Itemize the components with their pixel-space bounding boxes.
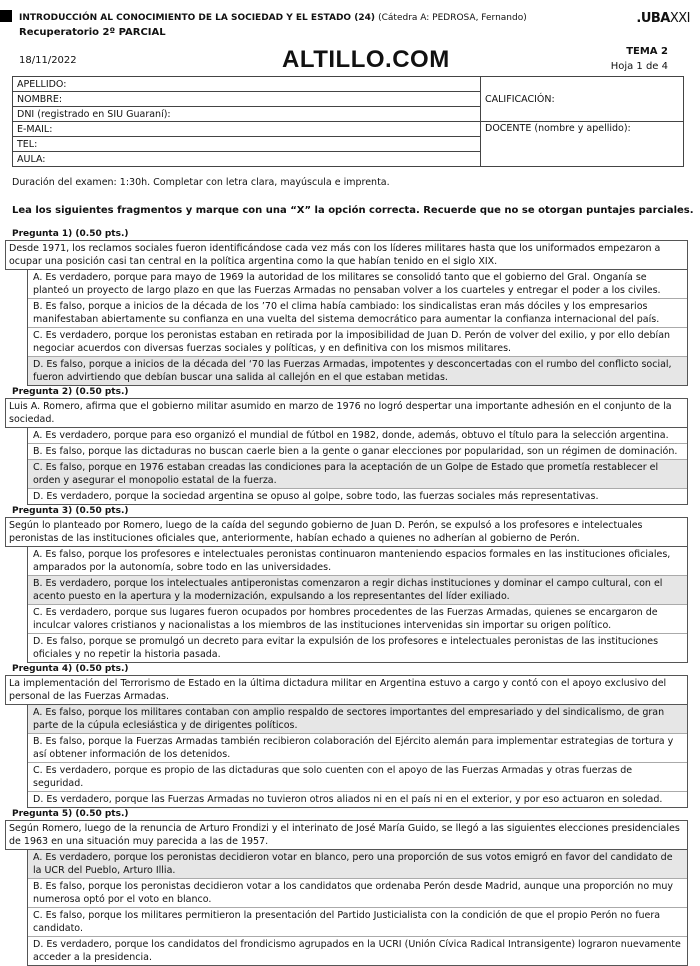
- answer-option[interactable]: C. Es falso, porque los militares permitieron la presentación del Partido Justicialista con la condición de que el propio Perón no fuera candidato.: [28, 907, 687, 936]
- answer-option[interactable]: C. Es verdadero, porque sus lugares fueron ocupados por hombres procedentes de las Fuerzas Armadas, quienes se encargaron de inculcar valores cristianos y nacionalistas a los miembros de las instituciones intervenidas sin importar su origen político.: [28, 604, 687, 633]
- answer-option[interactable]: B. Es falso, porque a inicios de la década de los ’70 el clima había cambiado: los sindicalistas eran más dóciles y los empresarios manifestaban abiertamente su confianza en una vuelta del sistema democrático para aumentar la confianza internacional del país.: [28, 298, 687, 327]
- answer-option[interactable]: C. Es verdadero, porque es propio de las dictaduras que solo cuenten con el apoyo de las Fuerzas Armadas y otras fuerzas de seguridad.: [28, 762, 687, 791]
- exam-date: 18/11/2022: [19, 55, 77, 66]
- answer-option[interactable]: D. Es verdadero, porque las Fuerzas Armadas no tuvieron otros aliados ni en el país ni en el exterior, y por eso actuaron en soledad.: [28, 791, 687, 807]
- question-block: [5, 663, 688, 808]
- course-name: INTRODUCCIÓN AL CONOCIMIENTO DE LA SOCIEDAD Y EL ESTADO (24): [19, 13, 375, 23]
- answer-options: [27, 705, 688, 808]
- student-info-table: [12, 76, 684, 167]
- answer-option[interactable]: C. Es falso, porque en 1976 estaban creadas las condiciones para la aceptación de un Golpe de Estado que prometía restablecer el orden y asegurar el monopolio estatal de la fuerza.: [28, 459, 687, 488]
- answer-option[interactable]: D. Es verdadero, porque la sociedad argentina se opuso al golpe, sobre todo, las fuerzas sociales más representativas.: [28, 488, 687, 504]
- question-block: [5, 386, 688, 505]
- course-title: [19, 13, 527, 23]
- question-statement: Según lo planteado por Romero, luego de la caída del segundo gobierno de Juan D. Perón, se expulsó a los profesores e intelectuales peronistas de las instituciones oficiales que, anteriormente, habían echado a quienes no adherían al gobierno de Perón.: [5, 517, 688, 547]
- field-docente: DOCENTE (nombre y apellido):: [481, 122, 684, 167]
- uba-logo-main: .UBA: [636, 11, 670, 26]
- answer-options: [27, 428, 688, 505]
- field-email[interactable]: E-MAIL:: [13, 122, 481, 137]
- answer-options: [27, 850, 688, 966]
- uba-logo-suffix: XXI: [669, 11, 690, 26]
- question-label: Pregunta 5) (0.50 pts.): [12, 809, 129, 819]
- question-label: Pregunta 2) (0.50 pts.): [12, 387, 129, 397]
- page-counter: Hoja 1 de 4: [610, 61, 668, 72]
- field-nombre[interactable]: NOMBRE:: [13, 92, 481, 107]
- question-label: Pregunta 3) (0.50 pts.): [12, 506, 129, 516]
- answer-option[interactable]: D. Es falso, porque a inicios de la década del ‘70 las Fuerzas Armadas, impotentes y desconcertadas con el rumbo del conflicto social, fueron advirtiendo que debían buscar una salida al callejón en el que estaban metidas.: [28, 356, 687, 385]
- field-calificacion: CALIFICACIÓN:: [481, 77, 684, 122]
- exam-duration: Duración del examen: 1:30h. Completar con letra clara, mayúscula e imprenta.: [12, 177, 390, 188]
- answer-option[interactable]: A. Es falso, porque los profesores e intelectuales peronistas continuaron manteniendo espacios formales en las instituciones oficiales, amparados por la autonomía, sobre todo en las universidades.: [33, 549, 671, 573]
- corner-mark: [0, 10, 12, 22]
- question-statement: Luis A. Romero, afirma que el gobierno militar asumido en marzo de 1976 no logró despertar una importante adhesión en el conjunto de la sociedad.: [5, 398, 688, 428]
- instructions: Lea los siguientes fragmentos y marque con una “X” la opción correcta. Recuerde que no se otorgan puntajes parciales.: [12, 205, 694, 216]
- field-dni[interactable]: DNI (registrado en SIU Guaraní):: [13, 107, 481, 122]
- answer-option[interactable]: B. Es verdadero, porque los intelectuales antiperonistas comenzaron a regir dichas instituciones y dominar el campo cultural, con el acento puesto en la apertura y la modernización, expulsando a los representantes del líder exiliado.: [28, 575, 687, 604]
- question-label: Pregunta 1) (0.50 pts.): [12, 229, 129, 239]
- answer-option[interactable]: A. Es verdadero, porque para eso organizó el mundial de fútbol en 1982, donde, además, obtuvo el título para la selección argentina.: [33, 430, 669, 441]
- question-list: [5, 228, 688, 966]
- catedra-label: (Cátedra A: PEDROSA, Fernando): [378, 13, 527, 23]
- question-statement: La implementación del Terrorismo de Estado en la última dictadura militar en Argentina estuvo a cargo y contó con el apoyo exclusivo del personal de las Fuerzas Armadas.: [5, 675, 688, 705]
- answer-option[interactable]: A. Es verdadero, porque los peronistas decidieron votar en blanco, pero una proporción de sus votos emigró en favor del candidato de la UCR del Pueblo, Arturo Illia.: [28, 850, 687, 878]
- answer-option[interactable]: B. Es falso, porque la Fuerzas Armadas también recibieron colaboración del Ejército alemán para implementar estrategias de tortura y así obtener información de los detenidos.: [28, 733, 687, 762]
- question-statement: Desde 1971, los reclamos sociales fueron identificándose cada vez más con los líderes militares hasta que los uniformados empezaron a ocupar una posición casi tan central en la política argentina como la que habían tenido en el siglo XIX.: [5, 240, 688, 270]
- watermark: ALTILLO.COM: [282, 46, 450, 73]
- answer-option[interactable]: A. Es falso, porque los militares contaban con amplio respaldo de sectores importantes del empresariado y del sindicalismo, de gran parte de la cúpula eclesiástica y de dirigentes políticos.: [28, 705, 687, 733]
- answer-option[interactable]: D. Es falso, porque se promulgó un decreto para evitar la expulsión de los profesores e intelectuales peronistas de las instituciones oficiales y no repetir la historia pasada.: [28, 633, 687, 662]
- answer-options: [27, 270, 688, 386]
- field-tel[interactable]: TEL:: [13, 137, 481, 152]
- field-aula[interactable]: AULA:: [13, 152, 481, 167]
- answer-option[interactable]: B. Es falso, porque las dictaduras no buscan caerle bien a la gente o ganar elecciones por popularidad, son un régimen de dominación.: [28, 443, 687, 459]
- answer-options: [27, 547, 688, 663]
- uba-logo: [636, 11, 690, 26]
- exam-subtitle: Recuperatorio 2º PARCIAL: [19, 27, 166, 38]
- answer-option[interactable]: B. Es falso, porque los peronistas decidieron votar a los candidatos que ordenaba Perón desde Madrid, aunque una proporción no muy numerosa optó por el voto en blanco.: [28, 878, 687, 907]
- tema-label: TEMA 2: [626, 46, 668, 57]
- question-label: Pregunta 4) (0.50 pts.): [12, 664, 129, 674]
- question-block: [5, 505, 688, 663]
- question-statement: Según Romero, luego de la renuncia de Arturo Frondizi y el interinato de José María Guido, se llegó a las siguientes elecciones presidenciales de 1963 en una situación muy parecida a las de 1957.: [5, 820, 688, 850]
- answer-option[interactable]: A. Es verdadero, porque para mayo de 1969 la autoridad de los militares se consolidó tanto que el gobierno del Gral. Onganía se planteó un proyecto de largo plazo en que las Fuerzas Armadas no pensaban volver a los cuarteles y entregar el poder a los civiles.: [33, 272, 661, 296]
- answer-option[interactable]: D. Es verdadero, porque los candidatos del frondicismo agrupados en la UCRI (Unión Cívica Radical Intransigente) lograron nuevamente acceder a la presidencia.: [28, 936, 687, 965]
- answer-option[interactable]: C. Es verdadero, porque los peronistas estaban en retirada por la imposibilidad de Juan D. Perón de volver del exilio, y por ello debían negociar acuerdos con diversas fuerzas sociales y políticas, y en definitiva con los mismos militares.: [28, 327, 687, 356]
- field-apellido[interactable]: APELLIDO:: [13, 77, 481, 92]
- question-block: [5, 808, 688, 966]
- question-block: [5, 228, 688, 386]
